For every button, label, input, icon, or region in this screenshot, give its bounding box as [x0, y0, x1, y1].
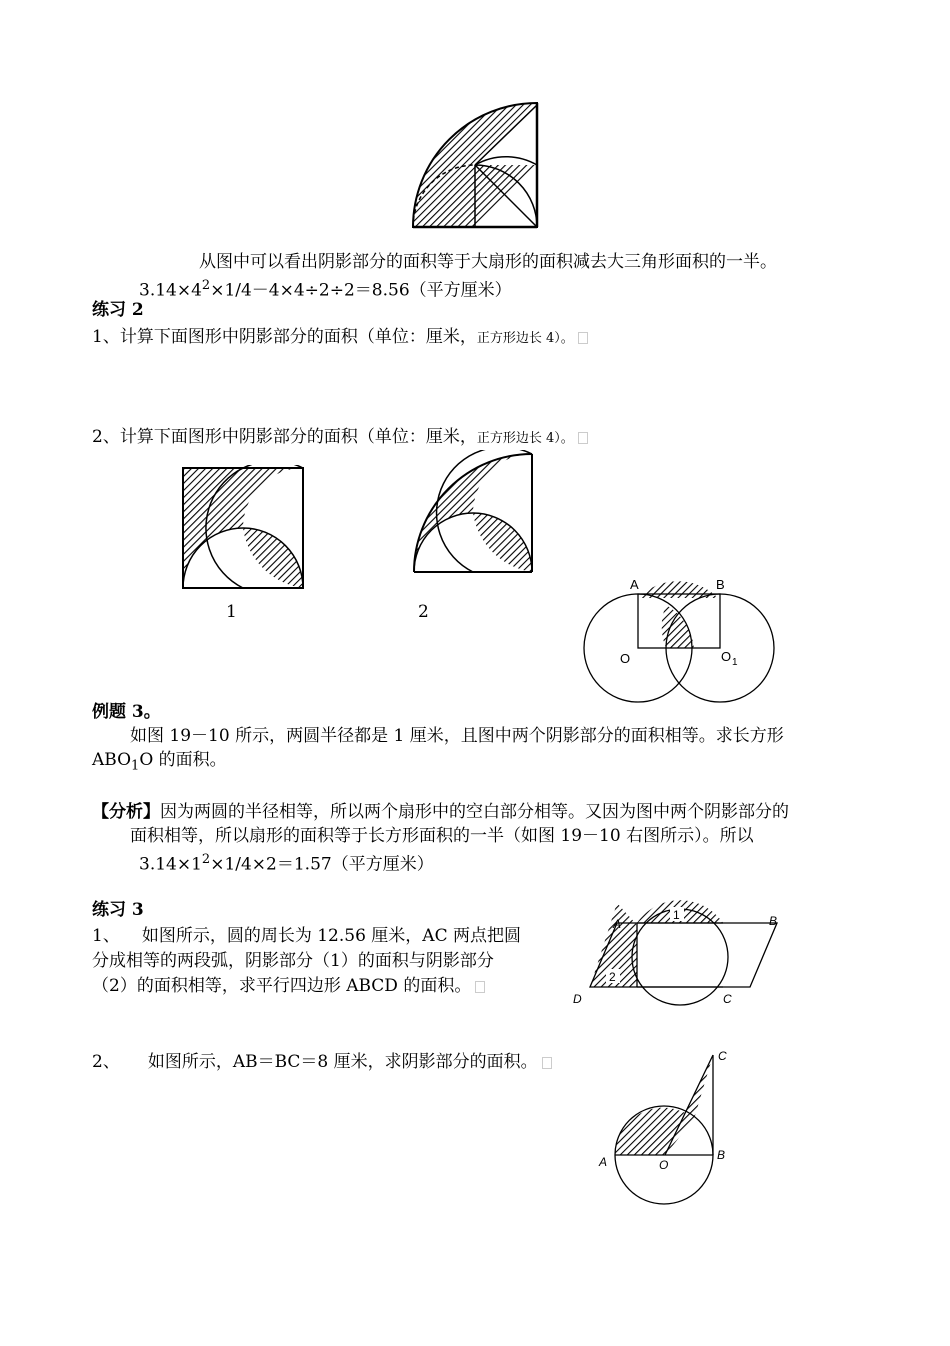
intro-line: 从图中可以看出阴影部分的面积等于大扇形的面积减去大三角形面积的一半。 — [199, 252, 777, 272]
svg-text:A: A — [613, 917, 622, 931]
figure-label-1: 1 — [226, 602, 237, 622]
svg-text:O: O — [659, 1158, 669, 1172]
quarter-circle-figure — [405, 95, 545, 230]
practice2-q2: 2、计算下面图形中阴影部分的面积（单位：厘米，正方形边长 4）。 — [92, 425, 588, 451]
practice3-heading: 练习 3 — [92, 900, 144, 920]
image-placeholder-icon — [542, 1057, 552, 1069]
example3-heading: 例题 3。 — [92, 702, 161, 722]
svg-text:C: C — [723, 992, 732, 1006]
circle-triangle-figure — [595, 1045, 735, 1210]
image-placeholder-icon — [578, 432, 588, 444]
figure-label-2: 2 — [418, 602, 429, 622]
practice2-q1: 1、计算下面图形中阴影部分的面积（单位：厘米，正方形边长 4）。 — [92, 325, 588, 351]
svg-text:1: 1 — [732, 657, 738, 668]
image-placeholder-icon — [578, 332, 588, 344]
analysis-formula: $3.14\times 1^2\times 1/4\times 2=1.57$（平方厘米） — [139, 852, 434, 875]
svg-text:A: A — [599, 1155, 608, 1169]
two-circles-figure — [580, 575, 780, 705]
practice3-q1-line3: （2）的面积相等，求平行四边形 ABCD 的面积。 — [92, 974, 485, 998]
practice3-q1-line1: 1、 如图所示，圆的周长为 12.56 厘米，AC 两点把圆 — [92, 926, 521, 946]
svg-text:1: 1 — [673, 908, 680, 922]
square-figure-1 — [180, 465, 308, 593]
svg-text:2: 2 — [609, 970, 616, 984]
analysis-line1: 【分析】因为两圆的半径相等，所以两个扇形中的空白部分相等。又因为图中两个阴影部分的 — [92, 802, 789, 822]
intro-formula: $3.14\times 4^2\times 1/4-4\times 4\div 2\div 2=8.56$（平方厘米） — [139, 278, 512, 301]
practice2-heading: 练习 2 — [92, 300, 144, 320]
example3-text2: $ABO_1O$ 的面积。 — [92, 750, 227, 774]
practice3-q1-line2: 分成相等的两段弧，阴影部分（1）的面积与阴影部分 — [92, 951, 494, 971]
svg-text:B: B — [717, 1148, 726, 1162]
quarter-figure-2 — [410, 450, 538, 578]
svg-text:O: O — [721, 649, 732, 664]
svg-text:D: D — [573, 992, 582, 1006]
practice3-q2: 2、 如图所示，AB＝BC＝8 厘米，求阴影部分的面积。 — [92, 1050, 552, 1074]
svg-text:O: O — [620, 651, 631, 666]
svg-text:B: B — [769, 914, 778, 928]
svg-text:B: B — [716, 577, 725, 592]
analysis-line2: 面积相等，所以扇形的面积等于长方形面积的一半（如图 19－10 右图所示）。所以 — [130, 826, 754, 846]
example3-text1: 如图 19－10 所示，两圆半径都是 1 厘米，且图中两个阴影部分的面积相等。求长方形 — [130, 726, 784, 746]
parallelogram-figure — [565, 895, 785, 1010]
svg-text:A: A — [630, 577, 639, 592]
svg-text:C: C — [718, 1049, 727, 1063]
image-placeholder-icon — [475, 981, 485, 993]
